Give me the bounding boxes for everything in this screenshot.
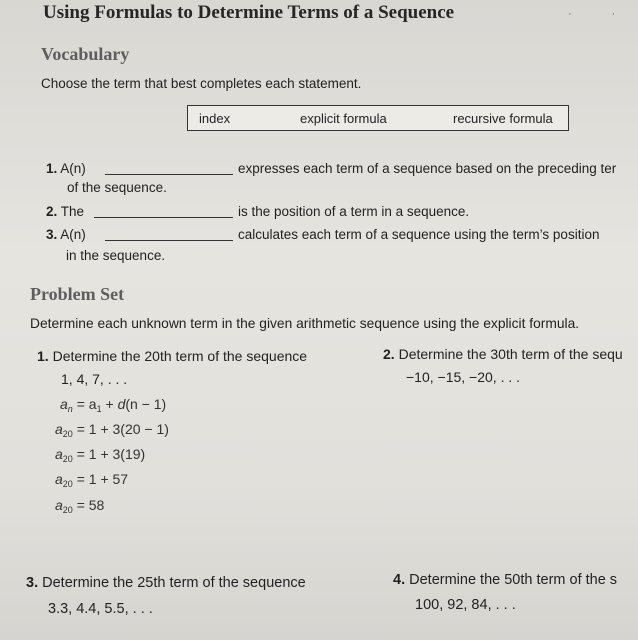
formula-line [60,396,166,412]
vocab-item-3 [46,227,86,242]
math-subscript: 20 [62,479,73,489]
word-bank-term: recursive formula [453,111,553,126]
answer-blank[interactable] [94,205,233,218]
math-subscript: 20 [62,454,73,464]
answer-blank[interactable] [105,228,233,241]
math-var: a [55,421,63,437]
item-lead: A(n) [60,161,86,176]
word-bank [187,105,569,131]
problem-4 [393,572,617,588]
word-bank-term: explicit formula [300,111,387,126]
vocab-item-1 [46,161,86,176]
answer-blank[interactable] [105,162,233,175]
vocab-item-3-text: calculates each term of a sequence using the term’s position [238,227,600,242]
math-expression: = 1 + 57 [76,471,129,487]
problem-4-sequence: 100, 92, 84, . . . [415,597,516,613]
math-var: a [60,396,68,412]
vocab-item-2-text: is the position of a term in a sequence. [238,204,470,219]
math-expression: = 1 + 3(19) [76,446,146,462]
vocab-item-3-continuation: in the sequence. [66,248,166,263]
math-rest: (n − 1) [125,396,167,412]
problem-3 [26,575,306,591]
item-number: 2. [46,204,58,219]
page-title: Using Formulas to Determine Terms of a Sequence [43,2,455,23]
problem-1-sequence: 1, 4, 7, . . . [61,371,128,387]
math-expression: = 58 [76,497,105,513]
problem-text: Determine the 25th term of the sequence [42,575,306,591]
problem-text: Determine the 50th term of the s [409,572,618,588]
item-lead: A(n) [60,227,86,242]
problem-2-sequence: −10, −15, −20, . . . [406,369,521,385]
problem-3-sequence: 3.3, 4.4, 5.5, . . . [48,601,153,617]
vocab-item-1-text: expresses each term of a sequence based on the preceding ter [238,161,617,176]
problem-text: Determine the 30th term of the sequ [398,346,623,362]
vocab-item-1-continuation: of the sequence. [67,180,167,195]
problem-set-instruction: Determine each unknown term in the given arithmetic sequence using the explicit formula. [30,316,580,331]
work-line-5 [55,497,104,513]
work-line-4 [55,471,128,487]
word-bank-term: index [199,111,231,126]
math-subscript: 20 [62,505,73,515]
vocab-item-2 [46,204,84,219]
math-subscript: 20 [62,429,73,439]
problem-2 [383,346,623,362]
vocabulary-heading: Vocabulary [41,44,130,64]
problem-number: 4. [393,572,406,588]
math-subscript: n [67,404,73,414]
problem-number: 1. [37,348,49,364]
work-line-3 [55,446,145,462]
decorative-dots: · · [568,6,634,20]
item-number: 1. [46,161,58,176]
math-var: a [88,396,97,412]
math-op: + [105,396,114,412]
math-subscript: 1 [96,404,102,414]
problem-1 [37,348,307,364]
math-var: d [117,396,126,412]
item-lead: The [60,204,85,219]
math-var: a [55,471,63,487]
math-expression: = 1 + 3(20 − 1) [76,421,169,437]
math-var: a [55,446,63,462]
problem-number: 3. [26,575,39,591]
problem-text: Determine the 20th term of the sequence [52,348,308,364]
work-line-2 [55,421,169,437]
problem-number: 2. [383,346,395,362]
math-eq: = [76,396,85,412]
math-var: a [55,497,63,513]
problem-set-heading: Problem Set [30,284,125,304]
vocabulary-instruction: Choose the term that best completes each statement. [41,76,362,91]
item-number: 3. [46,227,58,242]
